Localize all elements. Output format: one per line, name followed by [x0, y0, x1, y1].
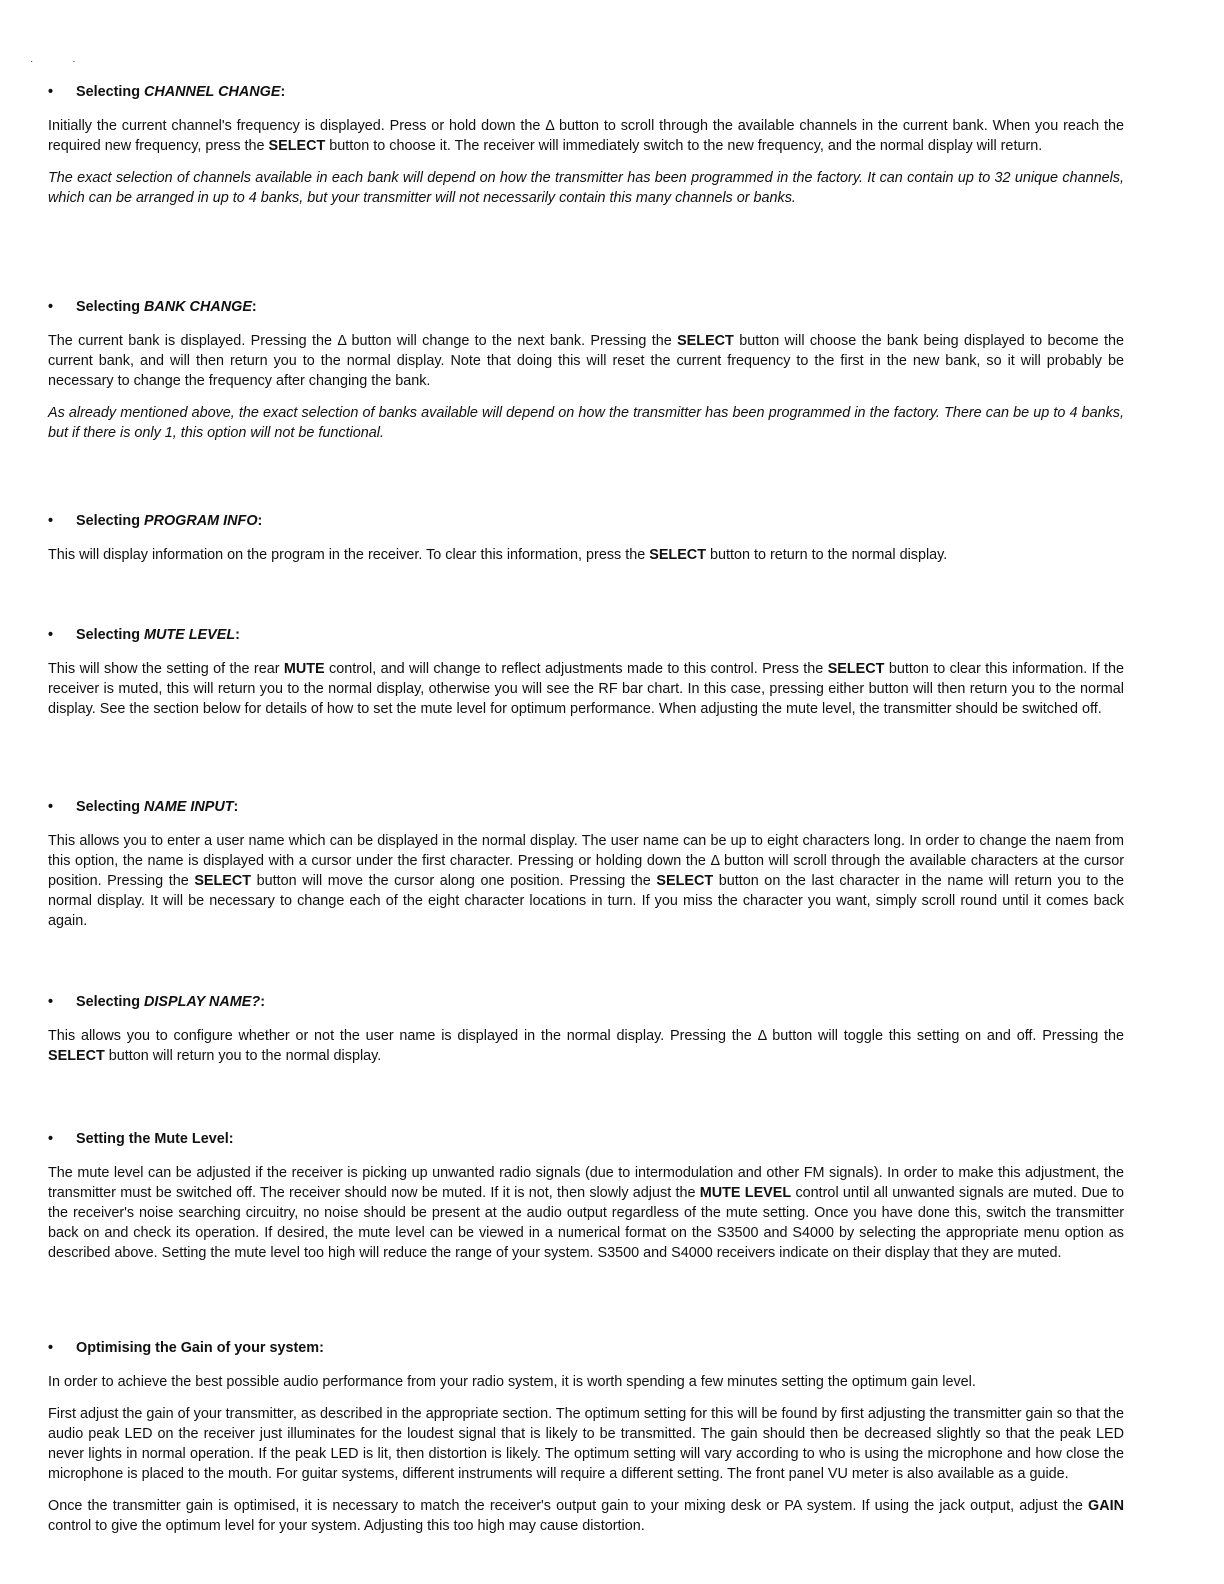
section-body: [48, 116, 1124, 208]
section-body: [48, 545, 1124, 565]
section-body: [48, 659, 1124, 719]
section-heading: • Selecting CHANNEL CHANGE:: [48, 84, 286, 100]
bullet: •: [48, 1131, 54, 1147]
select-button-ref: SELECT: [268, 138, 326, 154]
paragraph: This allows you to enter a user name which can be displayed in the normal display. The user name can be up to eight characters long. In order to change the naem from this option, the name is displayed with a cursor under the first character. Pressing or holding down the Δ button will scroll through the available characters at the cursor position. Pressing the SELECT button will move the cursor along one position. Pressing the SELECT button on the last character in the name will return you to the normal display. It will be necessary to change each of the eight character locations in turn. If you miss the character you want, simply scroll round until it comes back again.: [48, 833, 1124, 929]
heading-keyword: DISPLAY NAME?: [143, 994, 261, 1010]
bullet: •: [48, 84, 54, 100]
section-heading: • Selecting MUTE LEVEL:: [48, 627, 240, 643]
section-body: [48, 1372, 1124, 1536]
select-button-ref: SELECT: [827, 661, 885, 677]
heading-keyword: PROGRAM INFO: [143, 513, 258, 529]
section-bank-change: [48, 297, 1124, 443]
section-name-input: [48, 797, 1124, 931]
bullet: •: [48, 299, 54, 315]
section-mute-level: [48, 625, 1124, 719]
section-setting-mute-level: [48, 1129, 1124, 1263]
heading-keyword: CHANNEL CHANGE: [143, 84, 281, 100]
section-heading: • Setting the Mute Level:: [48, 1131, 234, 1147]
delta-symbol: Δ: [757, 1028, 767, 1044]
section-body: [48, 1026, 1124, 1066]
mute-control-ref: MUTE: [283, 661, 325, 677]
select-button-ref: SELECT: [194, 873, 252, 889]
section-body: [48, 1163, 1124, 1263]
section-body: [48, 831, 1124, 931]
paragraph: Initially the current channel's frequency is displayed. Press or hold down the Δ button to scroll through the available channels in the current bank. When you reach the required new frequency, press the SELECT button to choose it. The receiver will immediately switch to the new frequency, and the normal display will return.: [48, 118, 1125, 154]
select-button-ref: SELECT: [48, 1048, 105, 1064]
select-button-ref: SELECT: [649, 547, 706, 563]
scan-marks: · ·: [30, 56, 76, 67]
note-paragraph: The exact selection of channels available in each bank will depend on how the transmitter has been programmed in the factory. It can contain up to 32 unique channels, which can be arranged in up to 4 banks, but your transmitter will not necessarily contain this many channels or banks.: [48, 170, 1124, 206]
section-heading: • Selecting PROGRAM INFO:: [48, 513, 263, 529]
gain-control-ref: GAIN: [1088, 1498, 1124, 1514]
section-display-name: [48, 992, 1124, 1066]
paragraph: The mute level can be adjusted if the receiver is picking up unwanted radio signals (due to intermodulation and other FM signals). In order to make this adjustment, the transmitter must be switched off. The receiver should now be muted. If it is not, then slowly adjust the MUTE LEVEL control until all unwanted signals are muted. Due to the receiver's noise searching circuitry, no noise should be present at the audio output regardless of the mute setting. Once you have done this, switch the transmitter back on and check its operation. If desired, the mute level can be viewed in a numerical format on the S3500 and S4000 by selecting the appropriate menu option as described above. Setting the mute level too high will reduce the range of your system. S3500 and S4000 receivers indicate on their display that they are muted.: [48, 1165, 1124, 1261]
bullet: •: [48, 799, 54, 815]
heading-keyword: MUTE LEVEL: [143, 627, 236, 643]
section-heading: • Selecting NAME INPUT:: [48, 799, 239, 815]
paragraph: First adjust the gain of your transmitter, as described in the appropriate section. The optimum setting for this will be found by first adjusting the transmitter gain so that the audio peak LED on the receiver just illuminates for the loudest signal that is likely to be transmitted. The gain should then be decreased slightly so that the peak LED never lights in normal operation. If the peak LED is lit, then distortion is likely. The optimum setting will vary according to who is using the microphone and how close the microphone is placed to the mouth. For guitar systems, different instruments will require a different setting. The front panel VU meter is also available as a guide.: [48, 1406, 1124, 1482]
section-heading: • Selecting DISPLAY NAME?:: [48, 994, 265, 1010]
paragraph: This allows you to configure whether or not the user name is displayed in the normal display. Pressing the Δ button will toggle this setting on and off. Pressing the SELECT button will return you to the normal display.: [48, 1028, 1124, 1064]
mute-level-control-ref: MUTE LEVEL: [699, 1185, 792, 1201]
section-body: [48, 331, 1124, 443]
paragraph: This will display information on the program in the receiver. To clear this information, press the SELECT button to return to the normal display.: [48, 547, 948, 563]
heading-keyword: NAME INPUT: [143, 799, 234, 815]
bullet: •: [48, 994, 54, 1010]
section-optimising-gain: [48, 1338, 1124, 1536]
select-button-ref: SELECT: [677, 333, 734, 349]
paragraph: Once the transmitter gain is optimised, it is necessary to match the receiver's output gain to your mixing desk or PA system. If using the jack output, adjust the GAIN control to give the optimum level for your system. Adjusting this too high may cause distortion.: [48, 1498, 1124, 1534]
section-heading: • Selecting BANK CHANGE:: [48, 299, 257, 315]
section-channel-change: [48, 82, 1124, 208]
bullet: •: [48, 1340, 54, 1356]
paragraph: This will show the setting of the rear MUTE control, and will change to reflect adjustments made to this control. Press the SELECT button to clear this information. If the receiver is muted, this will return you to the normal display, otherwise you will see the RF bar chart. In this case, pressing either button will then return you to the normal display. See the section below for details of how to set the mute level for optimum performance. When adjusting the mute level, the transmitter should be switched off.: [48, 661, 1124, 717]
bullet: •: [48, 513, 54, 529]
paragraph: In order to achieve the best possible audio performance from your radio system, it is worth spending a few minutes setting the optimum gain level.: [48, 1374, 976, 1390]
delta-symbol: Δ: [337, 333, 347, 349]
select-button-ref: SELECT: [656, 873, 714, 889]
note-paragraph: As already mentioned above, the exact selection of banks available will depend on how the transmitter has been programmed in the factory. There can be up to 4 banks, but if there is only 1, this option will not be functional.: [48, 405, 1124, 441]
delta-symbol: Δ: [545, 118, 555, 134]
delta-symbol: Δ: [710, 853, 720, 869]
paragraph: The current bank is displayed. Pressing the Δ button will change to the next bank. Pressing the SELECT button will choose the bank being displayed to become the current bank, and will then return you to the normal display. Note that doing this will reset the current frequency to the first in the new bank, so it will probably be necessary to change the frequency after changing the bank.: [48, 333, 1125, 389]
section-program-info: [48, 511, 1124, 565]
bullet: •: [48, 627, 54, 643]
heading-keyword: BANK CHANGE: [143, 299, 252, 315]
section-heading: • Optimising the Gain of your system:: [48, 1340, 324, 1356]
